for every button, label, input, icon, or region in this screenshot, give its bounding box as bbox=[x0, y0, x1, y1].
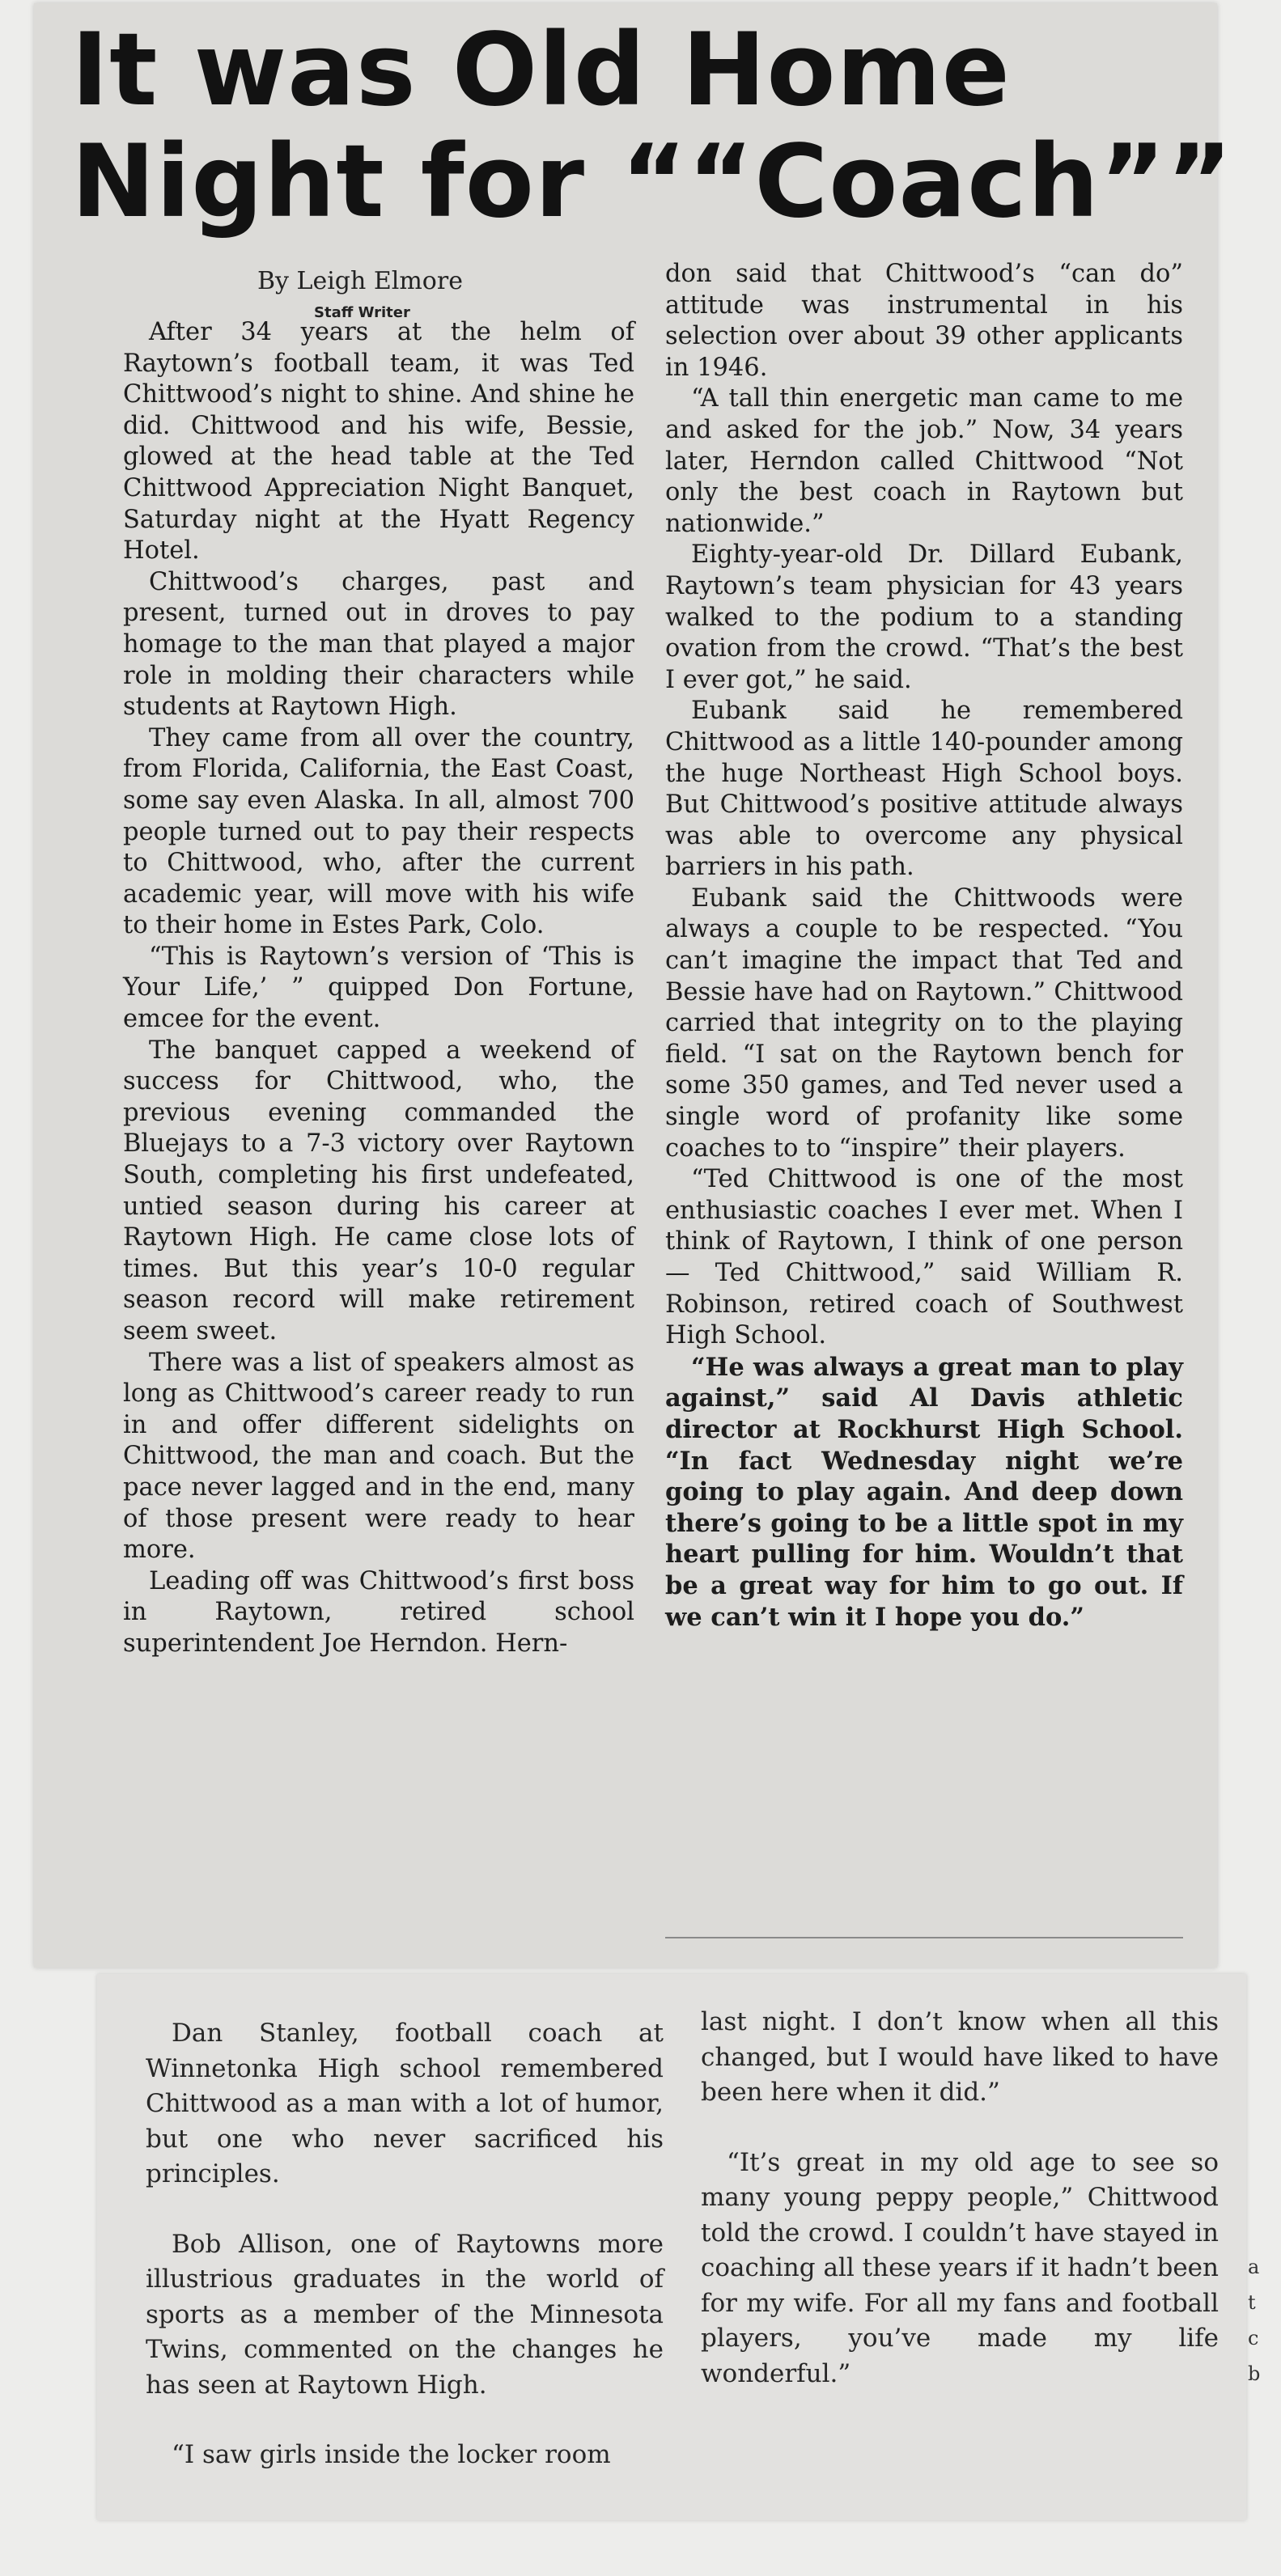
paragraph: Eubank said he remembered Chittwood as a little 140-pounder among the huge Northeast High School boys. But Chittwood’s positive attitude always was able to overcome any physical barriers in his path. bbox=[665, 697, 1183, 882]
paragraph: “This is Raytown’s version of ‘This is Your Life,’ ” quipped Don Fortune, emcee for the event. bbox=[123, 942, 634, 1034]
paragraph: “I saw girls inside the locker room bbox=[172, 2440, 611, 2469]
edge-mark: a bbox=[1248, 2256, 1260, 2278]
paragraph: “It’s great in my old age to see so many young peppy people,” Chittwood told the crowd. I couldn’t have stayed in coaching all these years if it hadn’t been for my wife. For all my fans and football players, you’ve made my life wonderful.” bbox=[701, 2147, 1219, 2388]
continuation-column-right bbox=[701, 2005, 1219, 2392]
paragraph: After 34 years at the helm of Raytown’s football team, it was Ted Chittwood’s night to shine. And shine he did. Chittwood and his wife, Bessie, glowed at the head table at the Ted Chittwood Appreciation Night Banquet, Saturday night at the Hyatt Regency Hotel. bbox=[123, 318, 634, 566]
article-column-2 bbox=[665, 259, 1183, 1633]
paragraph: Eubank said the Chittwoods were always a couple to be respected. “You can’t imagine the impact that Ted and Bessie have had on Raytown.” Chittwood carried that integrity on to the playing field. “I sat on the Raytown bench for some 350 games, and Ted never used a single word of profanity like some coaches to to “inspire” their players. bbox=[665, 883, 1183, 1163]
paragraph: Eighty-year-old Dr. Dillard Eubank, Raytown’s team physician for 43 years walked to the podium to a standing ovation from the crowd. “That’s the best I ever got,” he said. bbox=[665, 540, 1183, 694]
column-divider-rule bbox=[665, 1937, 1183, 1938]
edge-mark: b bbox=[1248, 2362, 1261, 2385]
paragraph: The banquet capped a weekend of success for Chittwood, who, the previous evening commanded the Bluejays to a 7-3 victory over Raytown South, completing his first undefeated, untied season during his career at Raytown High. He came close lots of times. But this year’s 10-0 regular season record will make retirement seem sweet. bbox=[123, 1036, 634, 1345]
paragraph: Bob Allison, one of Raytowns more illustrious graduates in the world of sports as a member of the Minnesota Twins, commented on the changes he has seen at Raytown High. bbox=[146, 2229, 664, 2400]
paragraph: Dan Stanley, football coach at Winnetonka High school remembered Chittwood as a man with a lot of humor, but one who never sacrificed his principles. bbox=[146, 2019, 664, 2188]
headline bbox=[71, 12, 1236, 240]
paragraph: don said that Chittwood’s “can do” attitude was instrumental in his selection over about 39 other applicants in 1946. bbox=[665, 260, 1183, 382]
paragraph: They came from all over the country, from Florida, California, the East Coast, some say even Alaska. In all, almost 700 people turned out to pay their respects to Chittwood, who, after the current academic year, will move with his wife to their home in Estes Park, Colo. bbox=[123, 723, 634, 940]
headline-line-2: Night for ““Coach”” bbox=[71, 124, 1233, 240]
paragraph: “Ted Chittwood is one of the most enthusiastic coaches I ever met. When I think of Raytown, I think of one person — Ted Chittwood,” said William R. Robinson, retired coach of Southwest High School. bbox=[665, 1165, 1183, 1350]
continuation-column-left bbox=[146, 2016, 664, 2473]
byline: By Leigh Elmore bbox=[257, 267, 463, 295]
paragraph: last night. I don’t know when all this changed, but I would have liked to have been here when it did.” bbox=[701, 2007, 1219, 2107]
paragraph: “He was always a great man to play against,” said Al Davis athletic director at Rockhurst High School. “In fact Wednesday night we’re going to play again. And deep down there’s going to be a little spot in my heart pulling for him. Wouldn’t that be a great way for him to go out. If we can’t win it I hope you do.” bbox=[665, 1352, 1183, 1632]
article-column-1 bbox=[123, 317, 634, 1660]
headline-line-1: It was Old Home bbox=[71, 12, 1011, 129]
paragraph: There was a list of speakers almost as long as Chittwood’s career ready to run in and offer different sidelights on Chittwood, the man and coach. But the pace never lagged and in the end, many of those present were ready to hear more. bbox=[123, 1348, 634, 1565]
paragraph: Leading off was Chittwood’s first boss in Raytown, retired school superintendent Joe Herndon. Hern- bbox=[123, 1566, 634, 1658]
paragraph: Chittwood’s charges, past and present, turned out in droves to pay homage to the man that played a major role in molding their characters while students at Raytown High. bbox=[123, 567, 634, 722]
paragraph: “A tall thin energetic man came to me and asked for the job.” Now, 34 years later, Herndon called Chittwood “Not only the best coach in Raytown but nationwide.” bbox=[665, 384, 1183, 538]
staff-title: Staff Writer bbox=[314, 304, 410, 321]
edge-marks bbox=[1248, 2249, 1264, 2392]
edge-mark: c bbox=[1248, 2327, 1259, 2349]
edge-mark: t bbox=[1248, 2291, 1256, 2314]
